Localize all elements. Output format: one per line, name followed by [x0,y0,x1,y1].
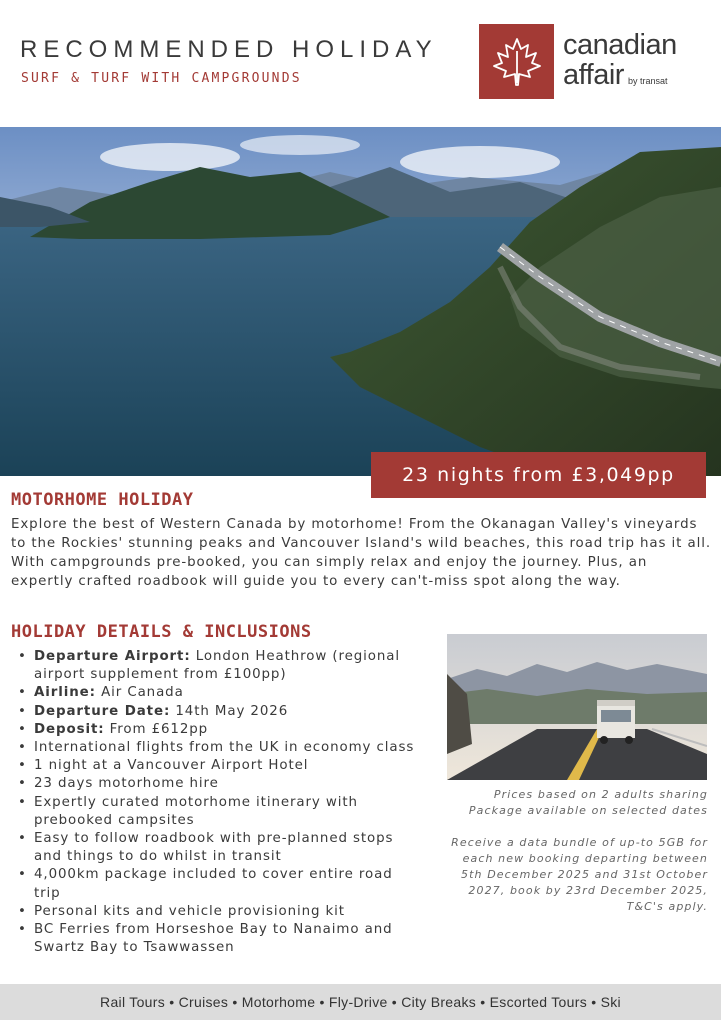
detail-label: Departure Airport: [34,649,191,664]
list-item [14,866,424,902]
detail-value: Personal kits and vehicle provisioning kit [34,903,345,919]
footer-item-ski: Ski [600,994,621,1010]
list-item [14,684,424,702]
notes [440,787,708,915]
detail-value: International flights from the UK in economy class [34,740,415,756]
footer-item-fly-drive: Fly-Drive [328,994,388,1010]
list-item [14,757,424,775]
footer-separator: • [315,994,329,1010]
list-item [14,703,424,721]
price-banner: 23 nights from £3,049pp [371,452,706,498]
list-item [14,794,424,830]
footer-separator: • [476,994,490,1010]
footer-item-city-breaks: City Breaks [401,994,477,1010]
list-item [14,775,424,793]
list-item [14,721,424,739]
detail-value: 1 night at a Vancouver Airport Hotel [34,758,309,774]
detail-label: Airline: [34,685,96,701]
motorhome-photo [447,634,707,780]
page-title: RECOMMENDED HOLIDAY [20,36,438,63]
page-subtitle: SURF & TURF WITH CAMPGROUNDS [21,71,302,86]
detail-value: 4,000km package included to cover entire road trip [34,867,393,901]
footer-bar [0,984,721,1020]
maple-leaf-icon [488,33,546,91]
detail-value: 23 days motorhome hire [34,776,219,792]
logo-mark [479,24,554,99]
footer-item-motorhome: Motorhome [241,994,316,1010]
intro-heading: MOTORHOME HOLIDAY [11,490,194,510]
footer-separator: • [228,994,242,1010]
logo-line-2: affair [563,59,624,91]
detail-value: 14th May 2026 [170,703,289,719]
detail-value: BC Ferries from Horseshoe Bay to Nanaimo and Swartz Bay to Tsawwassen [34,922,393,956]
detail-value: London Heathrow (regional airport supplement from £100pp) [34,649,400,683]
detail-value: Expertly curated motorhome itinerary with prebooked campsites [34,794,358,828]
logo-by-transat: by transat [627,76,668,86]
intro-text: Explore the best of Western Canada by motorhome! From the Okanagan Valley's vineyards to the Rockies' stunning peaks and Vancouver Island's wild beaches, this road trip has it all. With campgrounds pre-booked, you can simply relax and enjoy the journey. Plus, an expertly crafted roadbook will guide you to every can't-miss spot along the way. [11,517,711,589]
list-item [14,903,424,921]
list-item [14,830,424,866]
footer-separator: • [165,994,179,1010]
note-data-bundle: Receive a data bundle of up-to 5GB for each new booking departing between 5th December 2025 and 31st October 2027, book by 23rd December 2025, T&C's apply. [451,836,708,913]
footer-separator: • [587,994,601,1010]
footer-item-escorted-tours: Escorted Tours [489,994,587,1010]
detail-value: From £612pp [104,721,209,737]
logo-wordmark [563,30,677,96]
logo-line-1: canadian [563,29,677,61]
note-pricing: Prices based on 2 adults sharing [493,788,708,801]
detail-value: Air Canada [95,685,184,701]
list-item [14,921,424,957]
list-item [14,739,424,757]
footer-item-cruises: Cruises [178,994,229,1010]
detail-value: Easy to follow roadbook with pre-planned stops and things to do whilst in transit [34,831,394,865]
hero-image [0,127,721,476]
details-list [14,648,424,957]
note-availability: Package available on selected dates [468,804,708,817]
footer-item-rail-tours: Rail Tours [100,994,166,1010]
footer-separator: • [387,994,402,1010]
detail-label: Departure Date: [34,703,171,719]
details-heading: HOLIDAY DETAILS & INCLUSIONS [11,622,312,642]
list-item [14,648,424,684]
detail-label: Deposit: [34,721,105,737]
